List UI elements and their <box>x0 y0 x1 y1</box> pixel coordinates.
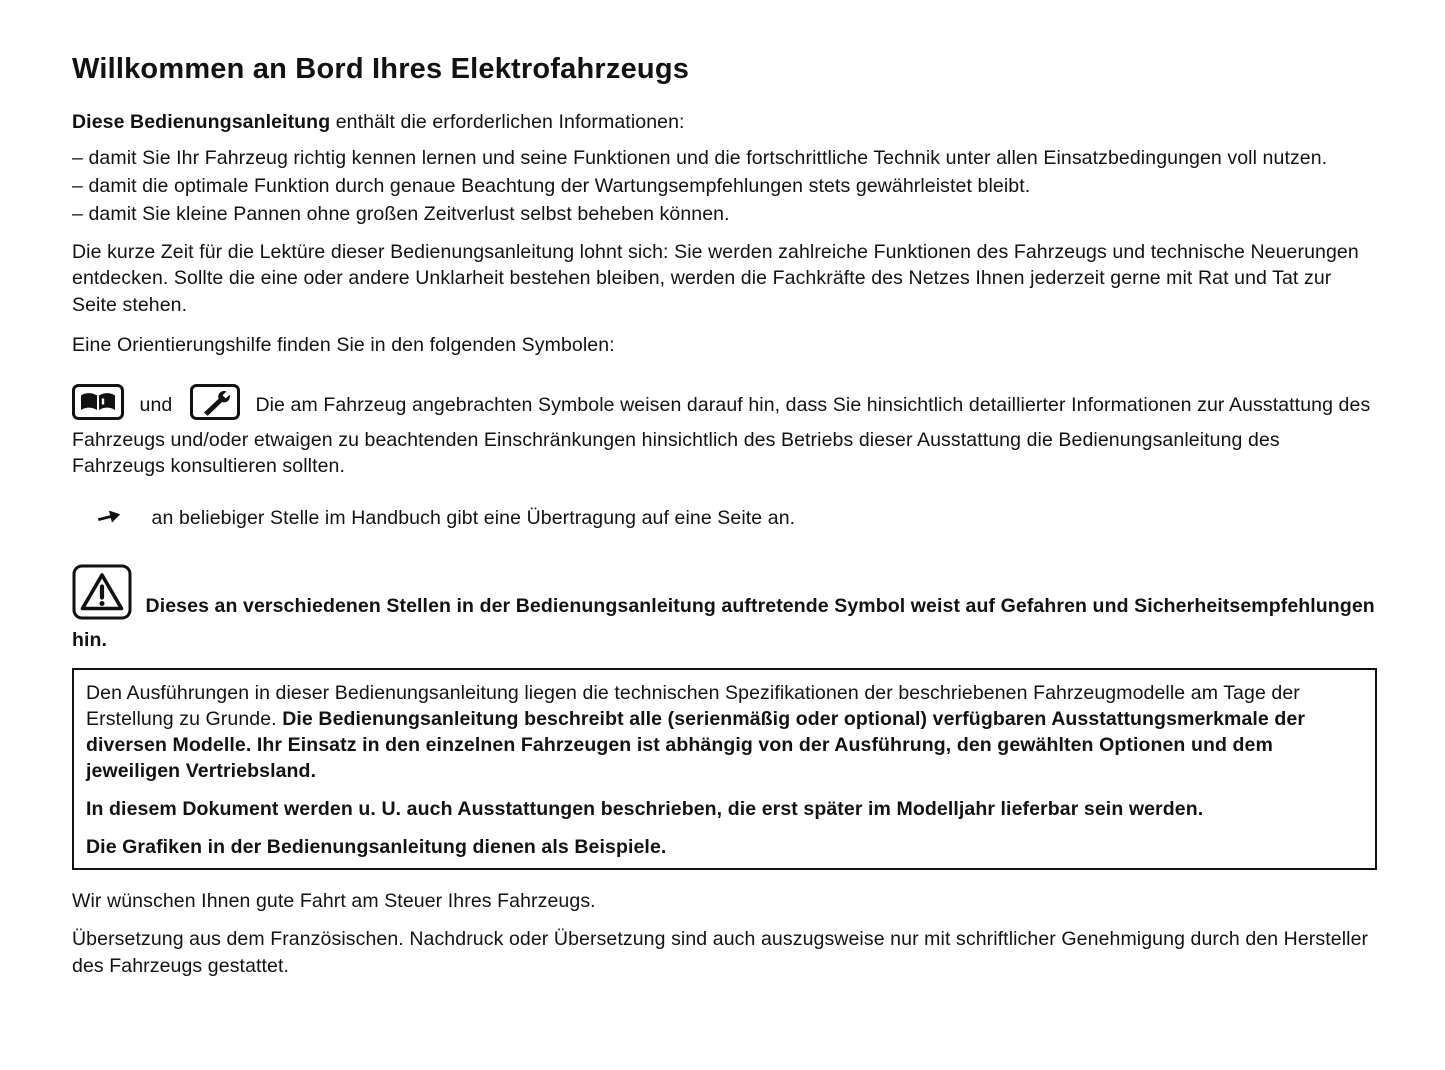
notice-bold-text: Die Bedienungsanleitung beschreibt alle (serienmäßig oder optional) verfügbaren Ausstattungsmerkmale der diversen Modelle. Ihr Einsatz in den einzelnen Fahrzeugen ist abhängig von der Ausführung, den gewählten Optionen und dem jeweiligen Vertriebsland. <box>86 707 1306 782</box>
warning-paragraph <box>72 564 1377 653</box>
lecture-paragraph: Die kurze Zeit für die Lektüre dieser Bedienungsanleitung lohnt sich: Sie werden zahlreiche Funktionen des Fahrzeugs und technische Neuerungen entdecken. Sollte die eine oder andere Unklarheit bestehen bleiben, werden die Fachkräfte des Netzes Ihnen jederzeit gerne mit Rat und Tat zur Seite stehen. <box>72 241 1359 316</box>
translation-note: Übersetzung aus dem Französischen. Nachdruck oder Übersetzung sind auch auszugsweise nur mit schriftlicher Genehmigung durch den Hersteller des Fahrzeugs gestattet. <box>72 928 1369 977</box>
bullet-item: – damit Sie Ihr Fahrzeug richtig kennen lernen und seine Funktionen und die fortschrittliche Technik unter allen Einsatzbedingungen voll nutzen. <box>72 146 1328 169</box>
bullet-item: – damit Sie kleine Pannen ohne großen Zeitverlust selbst beheben können. <box>72 203 730 226</box>
notice-paragraph: In diesem Dokument werden u. U. auch Ausstattungen beschrieben, die erst später im Modelljahr lieferbar sein werden. <box>86 798 1204 821</box>
notice-paragraph <box>86 680 1361 785</box>
warning-triangle-icon <box>72 564 132 627</box>
symbols-text: Die am Fahrzeug angebrachten Symbole weisen darauf hin, dass Sie hinsichtlich detaillierter Informationen zur Ausstattung des Fahrzeugs und/oder etwaigen zu beachtenden Einschränkungen hinsichtlich des Betriebs dieser Ausstattung die Bedienungsanleitung des Fahrzeugs konsultieren sollten. <box>72 393 1371 478</box>
notice-normal-text: Den Ausführungen in dieser Bedienungsanleitung liegen die technischen Spezifikationen der beschriebenen Fahrzeugmodelle am Tage der Erstellung zu Grunde. <box>86 681 1300 730</box>
page-reference-text: an beliebiger Stelle im Handbuch gibt eine Übertragung auf eine Seite an. <box>151 507 796 530</box>
closing-paragraph: Wir wünschen Ihnen gute Fahrt am Steuer Ihres Fahrzeugs. <box>72 890 596 913</box>
intro-bold-text: Diese Bedienungsanleitung <box>72 110 331 133</box>
page-title: Willkommen an Bord Ihres Elektrofahrzeugs <box>72 53 690 85</box>
notice-paragraph: Die Grafiken in der Bedienungsanleitung dienen als Beispiele. <box>86 836 667 859</box>
notice-box <box>72 668 1377 871</box>
page-reference-arrow-icon <box>96 507 122 534</box>
symbols-between-text: und <box>139 393 173 416</box>
open-book-icon <box>72 384 124 427</box>
warning-text: Dieses an verschiedenen Stellen in der Bedienungsanleitung auftretende Symbol weist auf Gefahren und Sicherheitsempfehlungen hin. <box>72 595 1375 652</box>
orientation-paragraph: Eine Orientierungshilfe finden Sie in den folgenden Symbolen: <box>72 333 615 356</box>
bullet-item: – damit die optimale Funktion durch genaue Beachtung der Wartungsempfehlungen stets gewährleistet bleibt. <box>72 175 1031 198</box>
intro-paragraph <box>72 109 1377 135</box>
intro-rest-text: enthält die erforderlichen Informationen: <box>330 110 685 133</box>
page-reference-line <box>96 505 1377 534</box>
wrench-icon <box>190 384 240 427</box>
bullet-list <box>72 145 1377 227</box>
symbols-paragraph <box>72 384 1377 479</box>
